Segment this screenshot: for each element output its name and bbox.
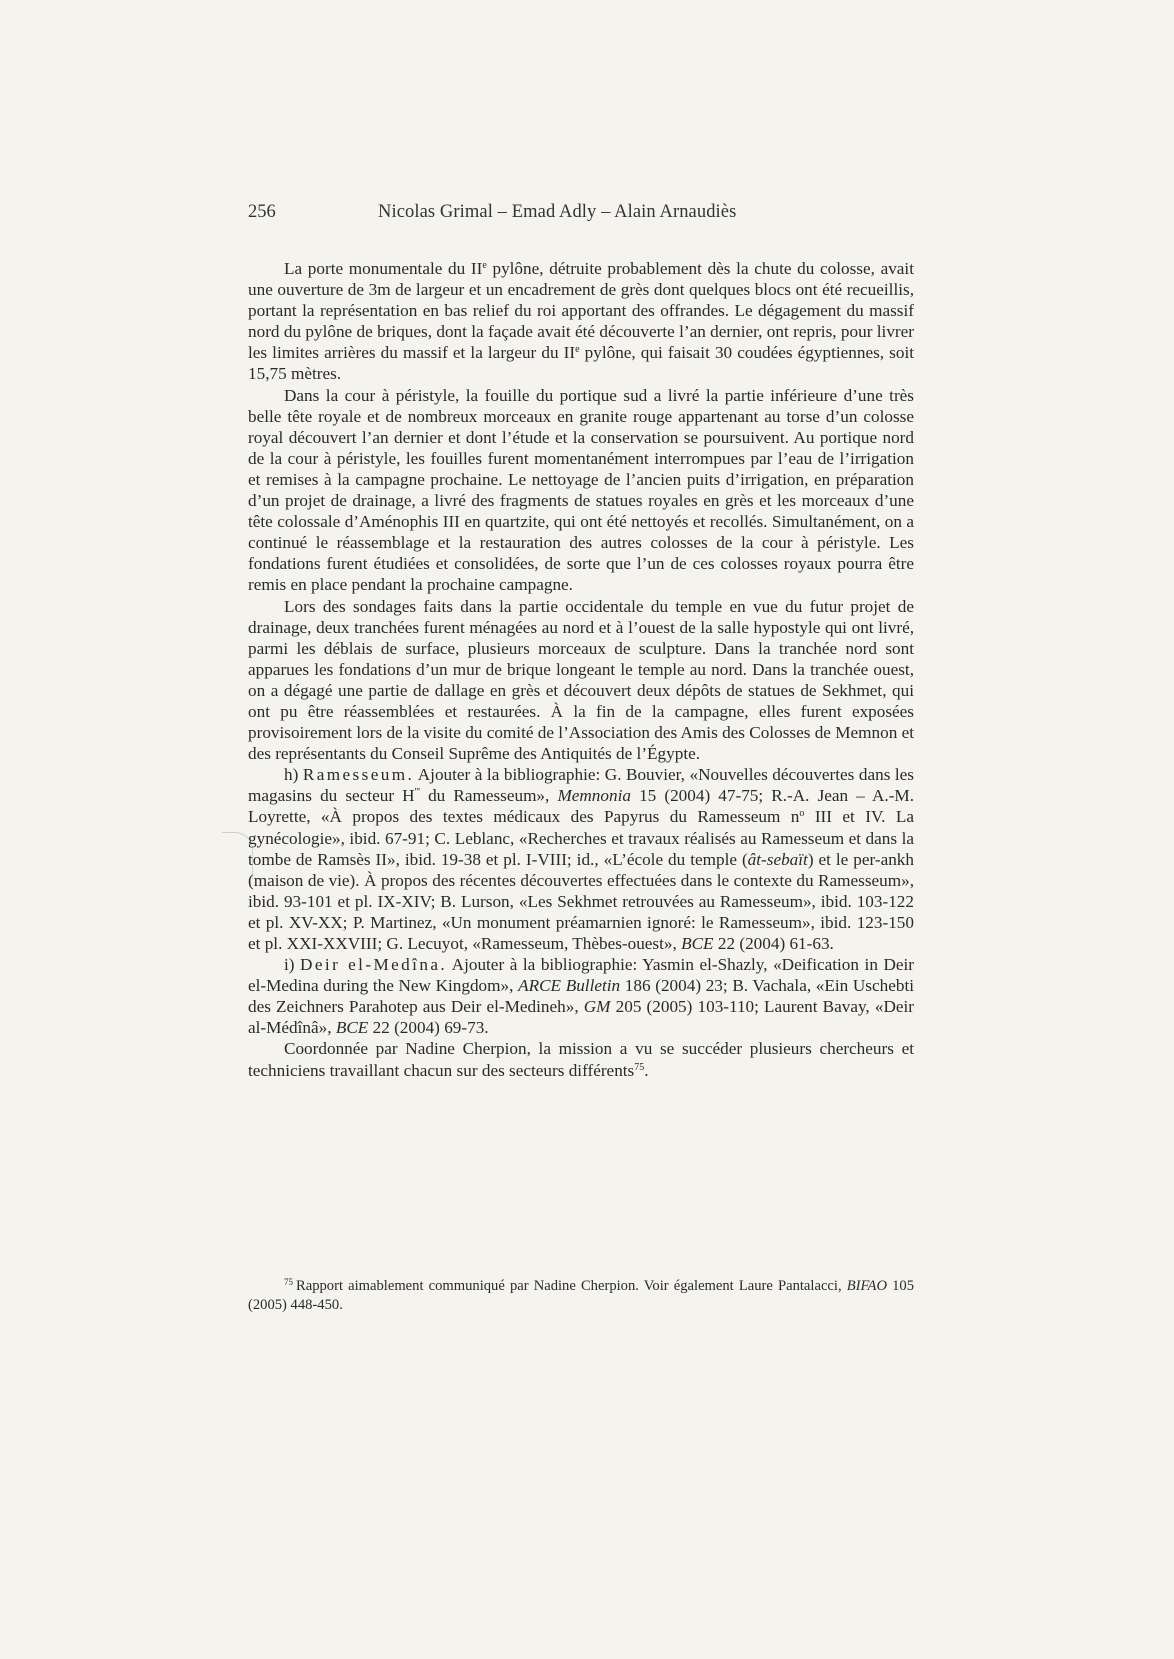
text: 105 (2005) 448-450. [248,1278,914,1313]
paragraph-sondages: Lors des sondages faits dans la partie occidentale du temple en vue du futur projet de drainage, deux tranchées furent ménagées au nord et à l’ouest de la salle hypostyle qui ont livré, parmi les déblais de surface, plusieurs morceaux de sculpture. Dans la tranchée nord sont apparues les fondations d’un mur de brique longeant le temple au nord. Dans la tranchée ouest, on a dégagé une partie de dallage en grès et découvert deux dépôts de statues de Sekhmet, qui ont pu être réassemblées et restaurées. À la fin de la campagne, elles furent exposées provisoirement lors de la visite du comité de l’Association des Amis des Colosses de Memnon et des représentants du Conseil Suprême des Antiquités de l’Égypte. [248,596,914,764]
text: Ajouter à la bibliographie: Yasmin el-Shazly, «Deification in Deir el-Medina during the New Kingdom», [248,955,914,996]
text: pylône, détruite probablement dès la chute du colosse, avait une ouverture de 3m de largeur et un encadrement de grès dont quelques blocs ont été recueillis, portant la représentation en bas relief du roi apportant des offrandes. Le dégagement du massif nord du pylône de briques, dont la façade avait été découverte l’an dernier, ont repris, pour livrer les limites arrières du massif et la largeur du II [248,259,914,363]
footnote [248,1273,914,1314]
text: 186 (2004) 23; B. Vachala, «Ein Uschebti des Zeichners Parahotep aus Deir el-Medineh», [248,976,914,1017]
footnote-number: 75 [284,1277,293,1287]
paragraph-cherpion [248,1038,914,1080]
text: Ajouter à la bibliographie: G. Bouvier, «Nouvelles découvertes dans les magasins du secteur H [248,765,914,806]
paragraph-ramesseum [248,764,914,954]
paragraph-pylone [248,258,914,385]
text: Coordonnée par Nadine Cherpion, la mission a vu se succéder plusieurs chercheurs et techniciens travaillant chacun sur des secteurs différents [248,1039,914,1080]
text: ) et le per-ankh (maison de vie). À propos des récentes découvertes effectuées dans le contexte du Ramesseum», ibid. 93-101 et pl. IX-XIV; B. Lurson, «Les Sekhmet retrouvées au Ramesseum», ibid. 103-122 et pl. XV-XX; P. Martinez, «Un monument préamarnien ignoré: le Ramesseum», ibid. 123-150 et pl. XXI-XXVIII; G. Lecuyot, «Ramesseum, Thèbes-ouest», [248,849,914,953]
superscript: o [799,808,805,820]
text: pylône, qui faisait 30 coudées égyptiennes, soit 15,75 mètres. [248,343,914,384]
text: La porte monumentale du II [284,259,483,278]
site-name: Ramesseum. [302,765,415,785]
text: du Ramesseum», [419,786,558,806]
item-label: h) [284,765,299,785]
superscript: e [575,344,580,356]
text: 22 (2004) 61-63. [713,934,834,953]
text: 205 (2005) 103-110; Laurent Bavay, «Deir al-Médînâ», [248,997,914,1038]
running-head: Nicolas Grimal – Emad Adly – Alain Arnaudiès [378,202,737,222]
text: Rapport aimablement communiqué par Nadine Cherpion. Voir également Laure Pantalacci, [296,1278,847,1294]
journal-title: ARCE Bulletin [518,976,621,996]
journal-title: BCE [335,1018,369,1038]
page-header [248,202,916,232]
page-number: 256 [248,202,276,222]
main-text [248,258,914,1081]
italic-term: ât-sebaït [747,849,808,869]
paragraph-peristyle: Dans la cour à péristyle, la fouille du portique sud a livré la partie inférieure d’une très belle tête royale et de nombreux morceaux en granite rouge appartenant au torse d’un colosse royal découvert l’an dernier et dont l’étude et la conservation se poursuivent. Au portique nord de la cour à péristyle, les fouilles furent momentanément interrompues par l’eau de l’irrigation et remises à la campagne prochaine. Le nettoyage de l’ancien puits d’irrigation, en préparation d’un projet de drainage, a livré des fragments de statues royales en grès et les morceaux d’une tête colossale d’Aménophis III en quartzite, qui ont été nettoyés et recollés. Simultanément, on a continué le réassemblage et la restauration des autres colosses de la cour à péristyle. Les fondations furent étudiées et consolidées, de sorte que l’un de ces colosses royaux pourra être remis en place pendant la prochaine campagne. [248,385,914,595]
site-name: Deir el-Medîna. [300,955,448,975]
footnote-text [248,1273,914,1314]
footnote-reference: 75 [634,1061,645,1073]
superscript: e [482,260,487,271]
text: . [644,1060,649,1080]
superscript: ''' [414,787,420,799]
paragraph-deir-el-medina [248,954,914,1038]
journal-title: GM [583,997,611,1017]
text: 15 (2004) 47-75; R.-A. Jean – A.-M. Loyrette, «À propos des textes médicaux des Papyrus du Ramesseum n [248,786,914,827]
text: 22 (2004) 69-73. [368,1018,489,1038]
text: III et IV. La gynécologie», ibid. 67-91; C. Leblanc, «Recherches et travaux réalisés au Ramesseum et dans la tombe de Ramsès II», ibid. 19-38 et pl. I-VIII; id., «L’école du temple ( [248,807,914,869]
item-label: i) [284,955,295,975]
journal-title: BIFAO [846,1278,887,1294]
journal-title: Memnonia [557,786,631,806]
journal-title: BCE [681,934,714,953]
